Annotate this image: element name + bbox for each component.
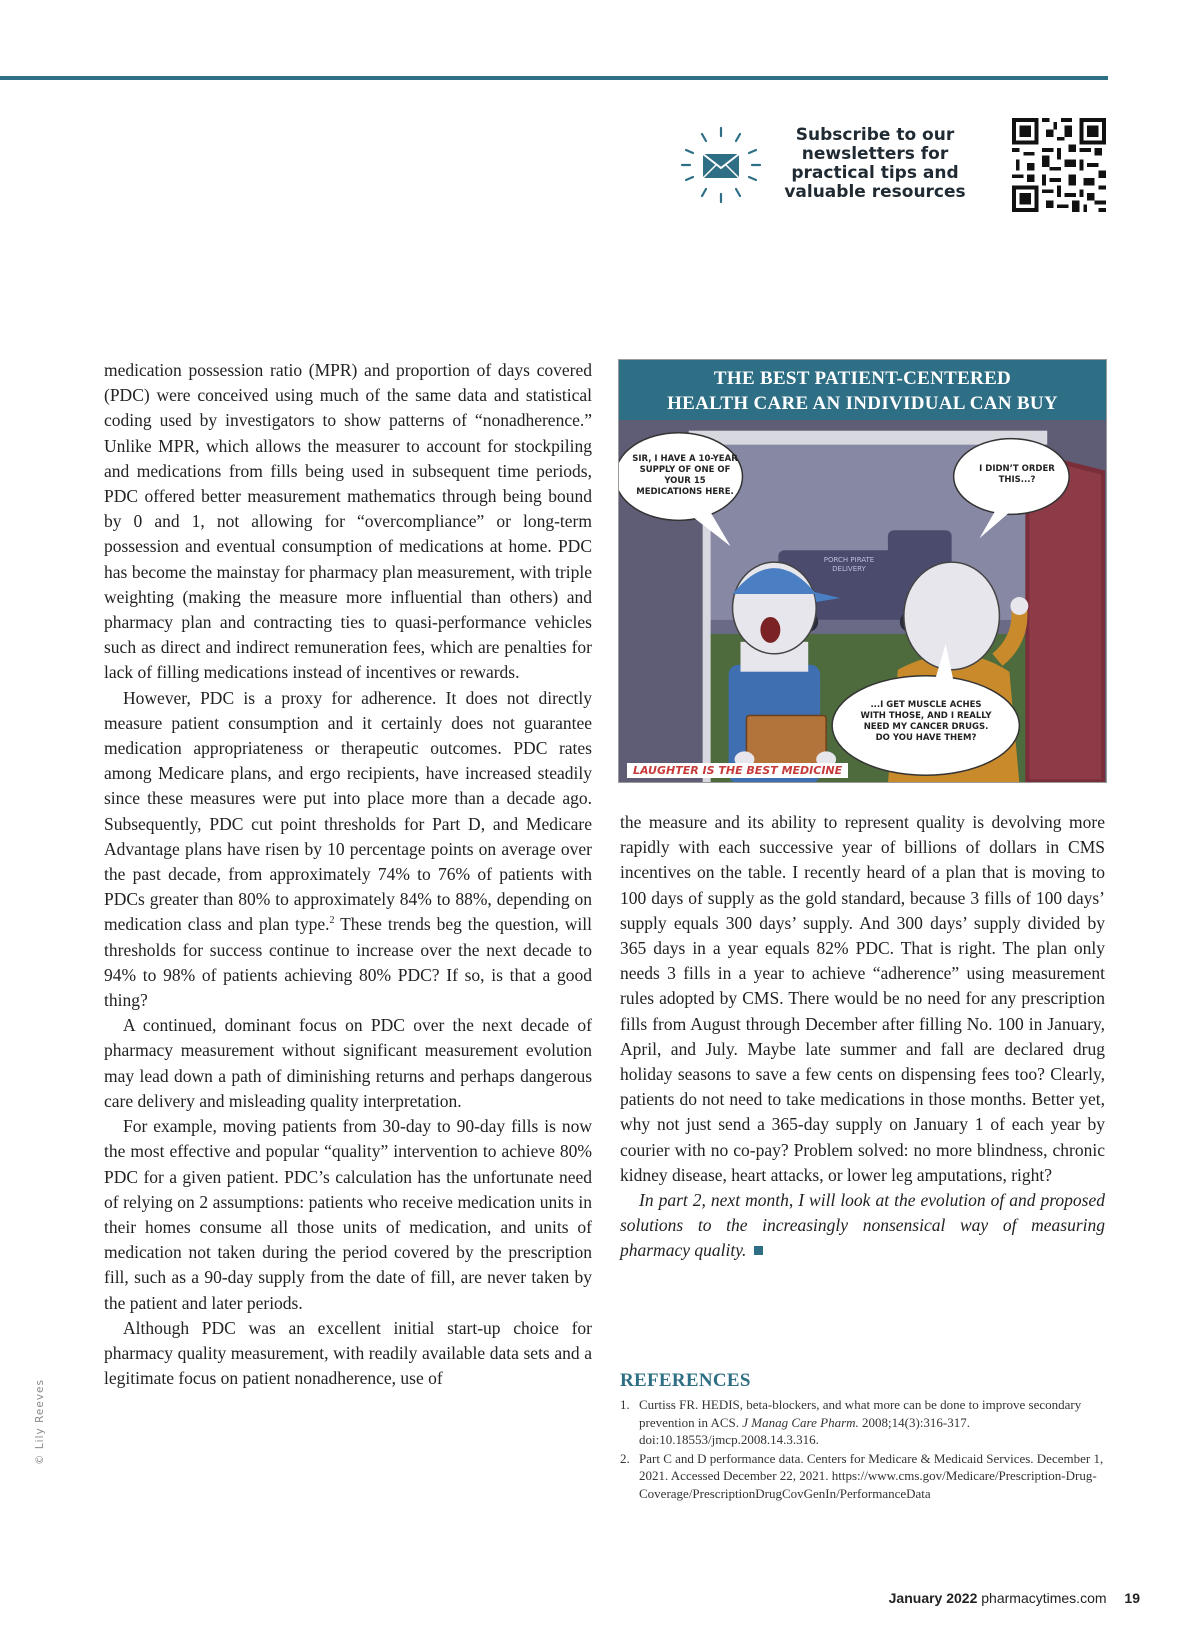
article-right-column bbox=[620, 810, 1105, 1264]
image-credit: © Lily Reeves bbox=[34, 1379, 46, 1465]
comic-panel bbox=[618, 359, 1107, 783]
paragraph: A continued, dominant focus on PDC over the next decade of pharmacy measurement without significant measurement evolution may lead down a path of diminishing returns and perhaps dangerous care delivery and misleading quality interpretation. bbox=[104, 1015, 592, 1111]
site-link[interactable]: pharmacytimes.com bbox=[981, 1590, 1107, 1606]
subscribe-text: Subscribe to our newsletters for practical tips and valuable resources bbox=[784, 125, 966, 202]
page-footer bbox=[889, 1590, 1140, 1606]
envelope-icon bbox=[680, 124, 762, 206]
reference-item: 2. Part C and D performance data. Centers for Medicare & Medicaid Services. December 1, 2021. Accessed December 22, 2021. https://www.cms.gov/Medicare/Prescription-Drug-Coverage/PrescriptionDrugCovGenIn/PerformanceData bbox=[620, 1450, 1104, 1501]
speech-bubble-left: SIR, I HAVE A 10-YEAR SUPPLY OF ONE OF YOUR 15 MEDICATIONS HERE. bbox=[632, 454, 738, 497]
article-left-column bbox=[104, 358, 592, 1391]
qr-code[interactable] bbox=[1012, 118, 1106, 212]
references-heading: REFERENCES bbox=[620, 1370, 751, 1391]
top-rule bbox=[0, 76, 1108, 80]
comic-caption: LAUGHTER IS THE BEST MEDICINE bbox=[627, 763, 848, 778]
page-number: 19 bbox=[1124, 1590, 1140, 1606]
paragraph: Although PDC was an excellent initial start-up choice for pharmacy quality measurement, with readily available data sets and a legitimate focus on patient nonadherence, use of bbox=[104, 1317, 592, 1389]
closing-paragraph: In part 2, next month, I will look at the evolution of and proposed solutions to the increasingly nonsensical way of measuring pharmacy quality. bbox=[620, 1190, 1105, 1261]
van-label: PORCH PIRATE DELIVERY bbox=[823, 556, 875, 573]
footnote-ref[interactable]: 2 bbox=[329, 915, 335, 927]
subscribe-promo[interactable] bbox=[680, 118, 1110, 218]
reference-item: 1. Curtiss FR. HEDIS, beta-blockers, and what more can be done to improve secondary prevention in ACS. J Manag Care Pharm. 2008;14(3):316-317. doi:10.18553/jmcp.2008.14.3.316. bbox=[620, 1397, 1082, 1447]
end-mark-icon bbox=[754, 1246, 763, 1255]
paragraph: For example, moving patients from 30-day to 90-day fills is now the most effective and popular “quality” intervention to achieve 80% PDC for a given patient. PDC’s calculation has the unfortunate need of relying on 2 assumptions: patients who receive medication units in their homes consume all those units of medication, and units of medication not taken during the period covered by the prescription fill, such as a 90-day supply from the date of fill, are never taken by the patient and later periods. bbox=[104, 1116, 592, 1313]
speech-bubble-bottom: ...I GET MUSCLE ACHES WITH THOSE, AND I REALLY NEED MY CANCER DRUGS. DO YOU HAVE THEM? bbox=[860, 700, 992, 743]
references-section bbox=[620, 1370, 1105, 1503]
issue-date: January 2022 bbox=[888, 1590, 978, 1606]
paragraph: However, PDC is a proxy for adherence. It does not directly measure patient consumption and it certainly does not guarantee medication appropriateness or therapeutic outcomes. PDC rates among Medicare plans, and ergo recipients, have increased steadily since these measures were put into place more than a decade ago. Subsequently, PDC cut point thresholds for Part D, and Medicare Advantage plans have risen by 10 percentage points on average over the past decade, from approximately 74% to 76% of patients with PDCs greater than 80% to approximately 84% to 88%, depending on medication class and plan type.$^2$ These trends beg the question, will thresholds for success continue to increase over the next decade to 94% to 98% of patients achieving 80% PDC? If so, is that a good thing? bbox=[104, 687, 592, 1011]
comic-title: THE BEST PATIENT-CENTERED HEALTH CARE AN INDIVIDUAL CAN BUY bbox=[619, 360, 1106, 420]
speech-bubble-right: I DIDN’T ORDER THIS...? bbox=[979, 464, 1055, 485]
paragraph: the measure and its ability to represent quality is devolving more rapidly with each successive year of billions of dollars in CMS incentives on the table. I recently heard of a plan that is moving to 100 days of supply as the gold standard, because 3 fills of 100 days’ supply equals 300 days’ supply. And 300 days’ supply divided by 365 days in a year equals 82% PDC. That is right. The plan only needs 3 fills in a year to achieve “adherence” using measurement rules adopted by CMS. There would be no need for any prescription fills from August through December after filling No. 100 in January, April, and July. Maybe late summer and fall are declared drug holiday seasons to save a few cents on dispensing fees too? Clearly, patients do not need to take medications in those months. Better yet, why not just send a 365-day supply on January 1 of each year by courier with no co-pay? Problem solved: no more blindness, chronic kidney disease, heart attacks, or lower leg amputations, right? bbox=[620, 812, 1105, 1185]
paragraph: medication possession ratio (MPR) and proportion of days covered (PDC) were conceived using much of the same data and statistical coding used by investigators to show patterns of “nonadherence.” Unlike MPR, which allows the measurer to account for stockpiling and medications from fills being used in subsequent time periods, PDC offered better measurement mathematics through being bound by 0 and 1, not allowing for “overcompliance” or long-term possession and eventual consumption of medications at home. PDC has become the mainstay for pharmacy plan measurement, with triple weighting (making the measure more influential than others) and pharmacy plan and contracting ties to quasi-performance vehicles such as direct and indirect remuneration fees, which are penalties for lack of filling medications instead of incentives or rewards. bbox=[104, 360, 592, 683]
